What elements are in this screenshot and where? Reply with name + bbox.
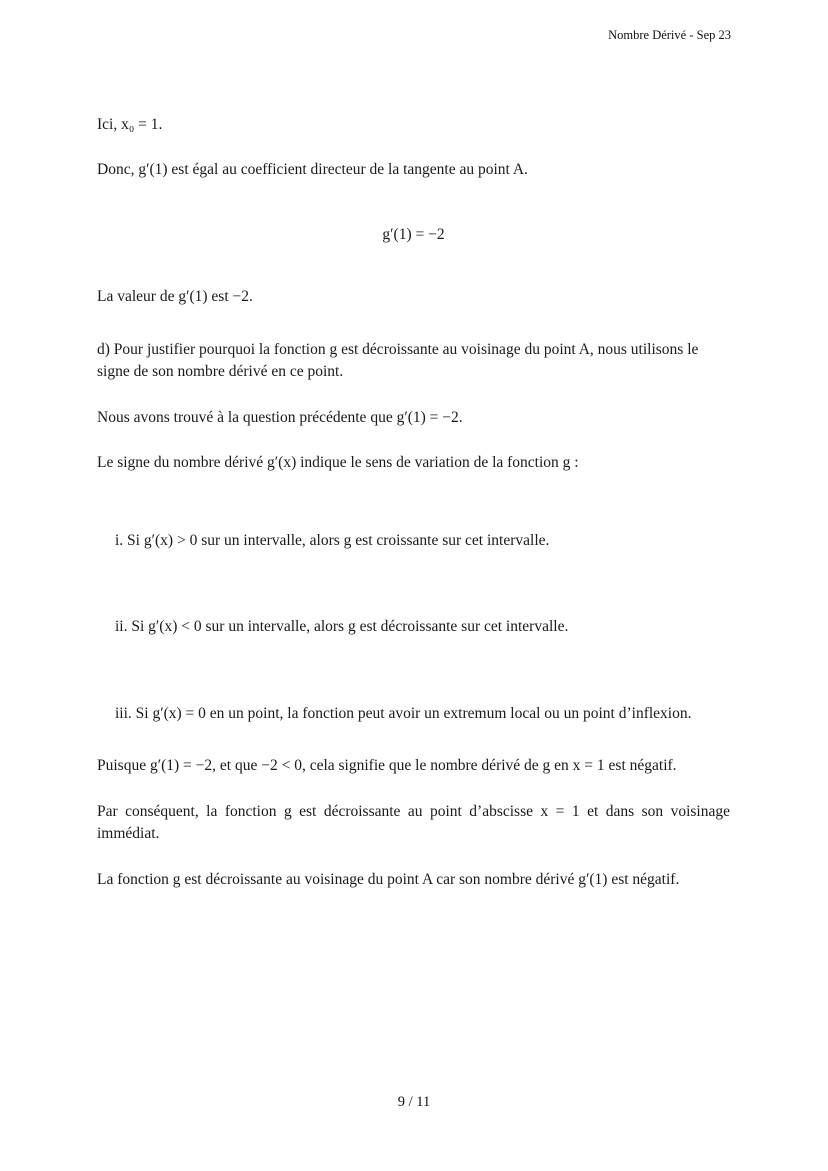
page-number: 9 / 11	[397, 1094, 431, 1110]
paragraph-previous-result: Nous avons trouvé à la question précédente que g′(1) = −2.	[97, 408, 463, 426]
paragraph-value-statement: La valeur de g′(1) est −2.	[97, 288, 253, 306]
list-item-zero-derivative: iii. Si g′(x) = 0 en un point, la fonction peut avoir un extremum local ou un point d’inflexion.	[115, 704, 692, 722]
list-item-positive-derivative: i. Si g′(x) > 0 sur un intervalle, alors g est croissante sur cet intervalle.	[115, 531, 550, 549]
paragraph-consequence: Par conséquent, la fonction g est décroissante au point d’abscisse x = 1 et dans son voisinage immédiat.	[97, 802, 730, 843]
paragraph-sign-intro: Le signe du nombre dérivé g′(x) indique le sens de variation de la fonction g :	[97, 454, 579, 472]
paragraph-x0-value: Ici, x₀ = 1.	[97, 116, 163, 133]
paragraph-tangent-coefficient: Donc, g′(1) est égal au coefficient directeur de la tangente au point A.	[97, 161, 528, 179]
paragraph-final-conclusion: La fonction g est décroissante au voisinage du point A car son nombre dérivé g′(1) est négatif.	[97, 870, 680, 888]
list-item-negative-derivative: ii. Si g′(x) < 0 sur un intervalle, alors g est décroissante sur cet intervalle.	[115, 618, 569, 636]
paragraph-conclusion-sign: Puisque g′(1) = −2, et que −2 < 0, cela signifie que le nombre dérivé de g en x = 1 est négatif.	[97, 757, 677, 775]
paragraph-question-d: d) Pour justifier pourquoi la fonction g est décroissante au voisinage du point A, nous utilisons le signe de son nombre dérivé en ce point.	[97, 340, 699, 381]
equation-g-prime-result: g′(1) = −2	[382, 225, 445, 243]
page-header-title: Nombre Dérivé - Sep 23	[608, 28, 731, 42]
